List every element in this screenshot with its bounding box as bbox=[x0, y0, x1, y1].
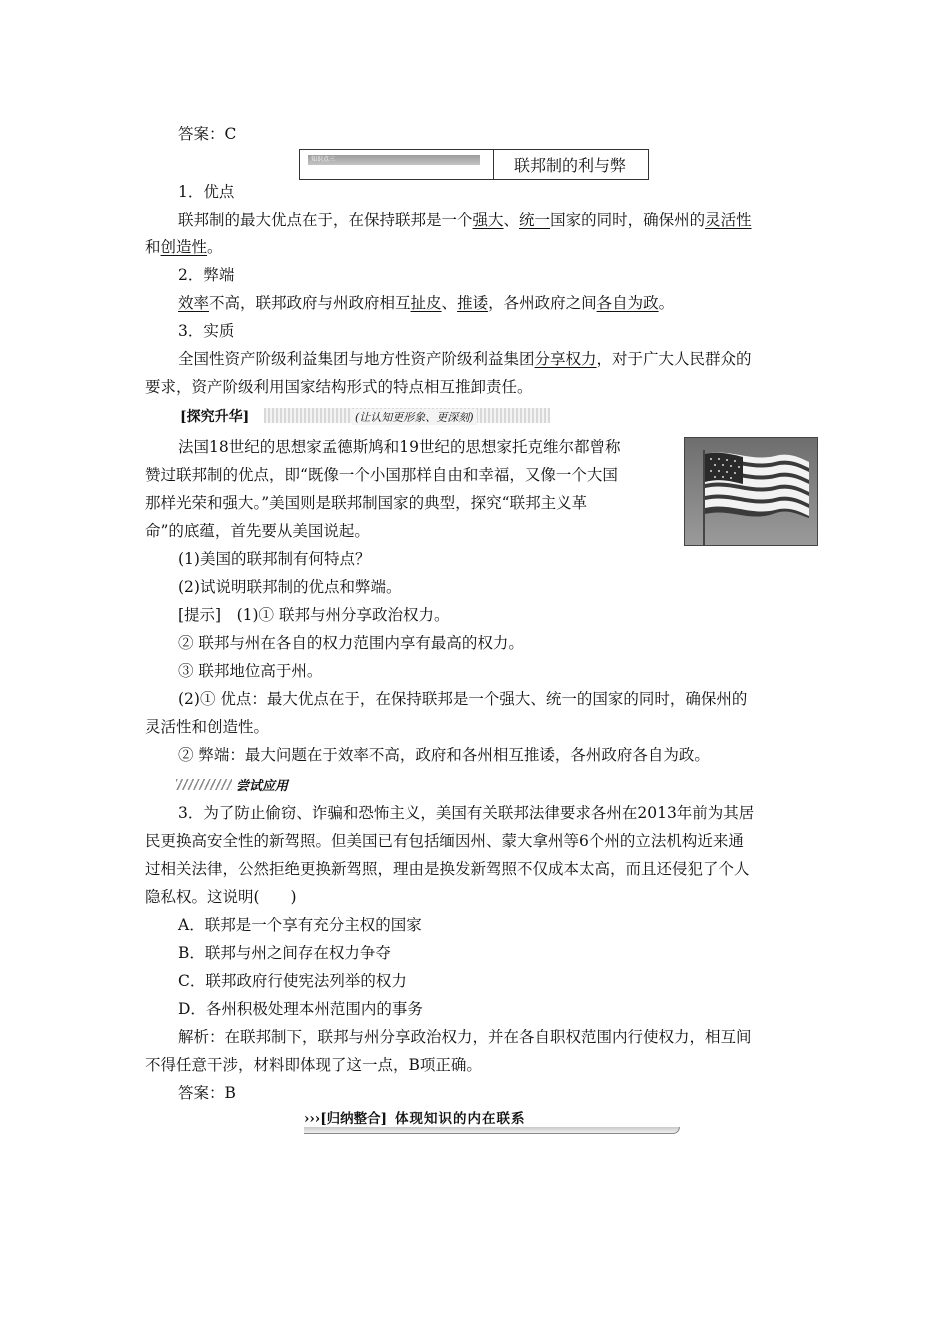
hint-line-2: ② 联邦与州在各自的权力范围内享有最高的权力。 bbox=[178, 634, 524, 652]
essence-line-1: 全国性资产阶级利益集团与地方性资产阶级利益集团分享权力，对于广大人民群众的 bbox=[178, 350, 752, 368]
exercise-question-line-4: 隐私权。这说明( ) bbox=[145, 888, 297, 906]
answer-text: 答案：C bbox=[178, 125, 237, 143]
option-d: D．各州积极处理本州范围内的事务 bbox=[178, 1000, 423, 1018]
hint-line-1: [提示] (1)① 联邦与州分享政治权力。 bbox=[178, 606, 450, 624]
advantages-line-1: 联邦制的最大优点在于，在保持联邦是一个强大、统一国家的同时，确保州的灵活性 bbox=[178, 211, 752, 229]
explore-paragraph-line-2: 赞过联邦制的优点，即“既像一个小国那样自由和幸福，又像一个大国 bbox=[145, 466, 618, 484]
hint-line-3: ③ 联邦地位高于州。 bbox=[178, 662, 323, 680]
disadvantages-heading: 2．弊端 bbox=[178, 266, 235, 284]
knowledge-point-box bbox=[299, 149, 649, 180]
explore-heading: [探究升华] bbox=[180, 406, 253, 426]
summary-section-header bbox=[304, 1105, 680, 1135]
exercise-question-line-1: 3．为了防止偷窃、诈骗和恐怖主义，美国有关联邦法律要求各州在2013年前为其居 bbox=[178, 804, 755, 822]
summary-subheading: 体现知识的内在联系 bbox=[394, 1111, 526, 1127]
flag-icon bbox=[685, 438, 817, 545]
hint-line-6: ② 弊端：最大问题在于效率不高，政府和各州相互推诿，各州政府各自为政。 bbox=[178, 746, 710, 764]
try-heading: 尝试应用 bbox=[236, 779, 289, 794]
explanation-line-2: 不得任意干涉，材料即体现了这一点，B项正确。 bbox=[145, 1056, 482, 1074]
question-2: (2)试说明联邦制的优点和弊端。 bbox=[178, 578, 402, 596]
answer-b-text: 答案：B bbox=[178, 1084, 236, 1102]
knowledge-point-tag: 知识点三 bbox=[308, 155, 480, 165]
summary-heading: ›››[归纳整合] bbox=[304, 1111, 387, 1127]
explore-paragraph-line-1: 法国18世纪的思想家孟德斯鸠和19世纪的思想家托克维尔都曾称 bbox=[178, 438, 621, 456]
advantages-heading: 1．优点 bbox=[178, 183, 235, 201]
disadvantages-line: 效率不高，联邦政府与州政府相互扯皮、推诿，各州政府之间各自为政。 bbox=[178, 294, 675, 312]
explore-section-header bbox=[180, 407, 550, 425]
essence-line-2: 要求，资产阶级利用国家结构形式的特点相互推卸责任。 bbox=[145, 378, 533, 396]
option-c: C．联邦政府行使宪法列举的权力 bbox=[178, 972, 407, 990]
advantages-line-2: 和创造性。 bbox=[145, 238, 223, 256]
summary-rule bbox=[304, 1127, 680, 1134]
explanation-line-1: 解析：在联邦制下，联邦与州分享政治权力，并在各自职权范围内行使权力，相互间 bbox=[178, 1028, 752, 1046]
hint-line-4: (2)① 优点：最大优点在于，在保持联邦是一个强大、统一的国家的同时，确保州的 bbox=[178, 690, 748, 708]
hint-line-5: 灵活性和创造性。 bbox=[145, 718, 270, 736]
us-flag-image bbox=[684, 437, 818, 546]
essence-heading: 3．实质 bbox=[178, 322, 235, 340]
option-a: A．联邦是一个享有充分主权的国家 bbox=[178, 916, 422, 934]
explore-subheading: (让认知更形象、更深刻) bbox=[352, 409, 477, 425]
divider bbox=[493, 150, 494, 179]
knowledge-point-title: 联邦制的利与弊 bbox=[514, 156, 627, 175]
exercise-question-line-2: 民更换高安全性的新驾照。但美国已有包括缅因州、蒙大拿州等6个州的立法机构近来通 bbox=[145, 832, 744, 850]
explore-paragraph-line-4: 命”的底蕴，首先要从美国说起。 bbox=[145, 522, 370, 540]
try-section-header bbox=[176, 778, 316, 792]
option-b: B．联邦与州之间存在权力争夺 bbox=[178, 944, 391, 962]
question-1: (1)美国的联邦制有何特点？ bbox=[178, 550, 371, 568]
exercise-question-line-3: 过相关法律，公然拒绝更换新驾照，理由是换发新驾照不仅成本太高，而且还侵犯了个人 bbox=[145, 860, 750, 878]
explore-paragraph-line-3: 那样光荣和强大。”美国则是联邦制国家的典型，探究“联邦主义革 bbox=[145, 494, 588, 512]
